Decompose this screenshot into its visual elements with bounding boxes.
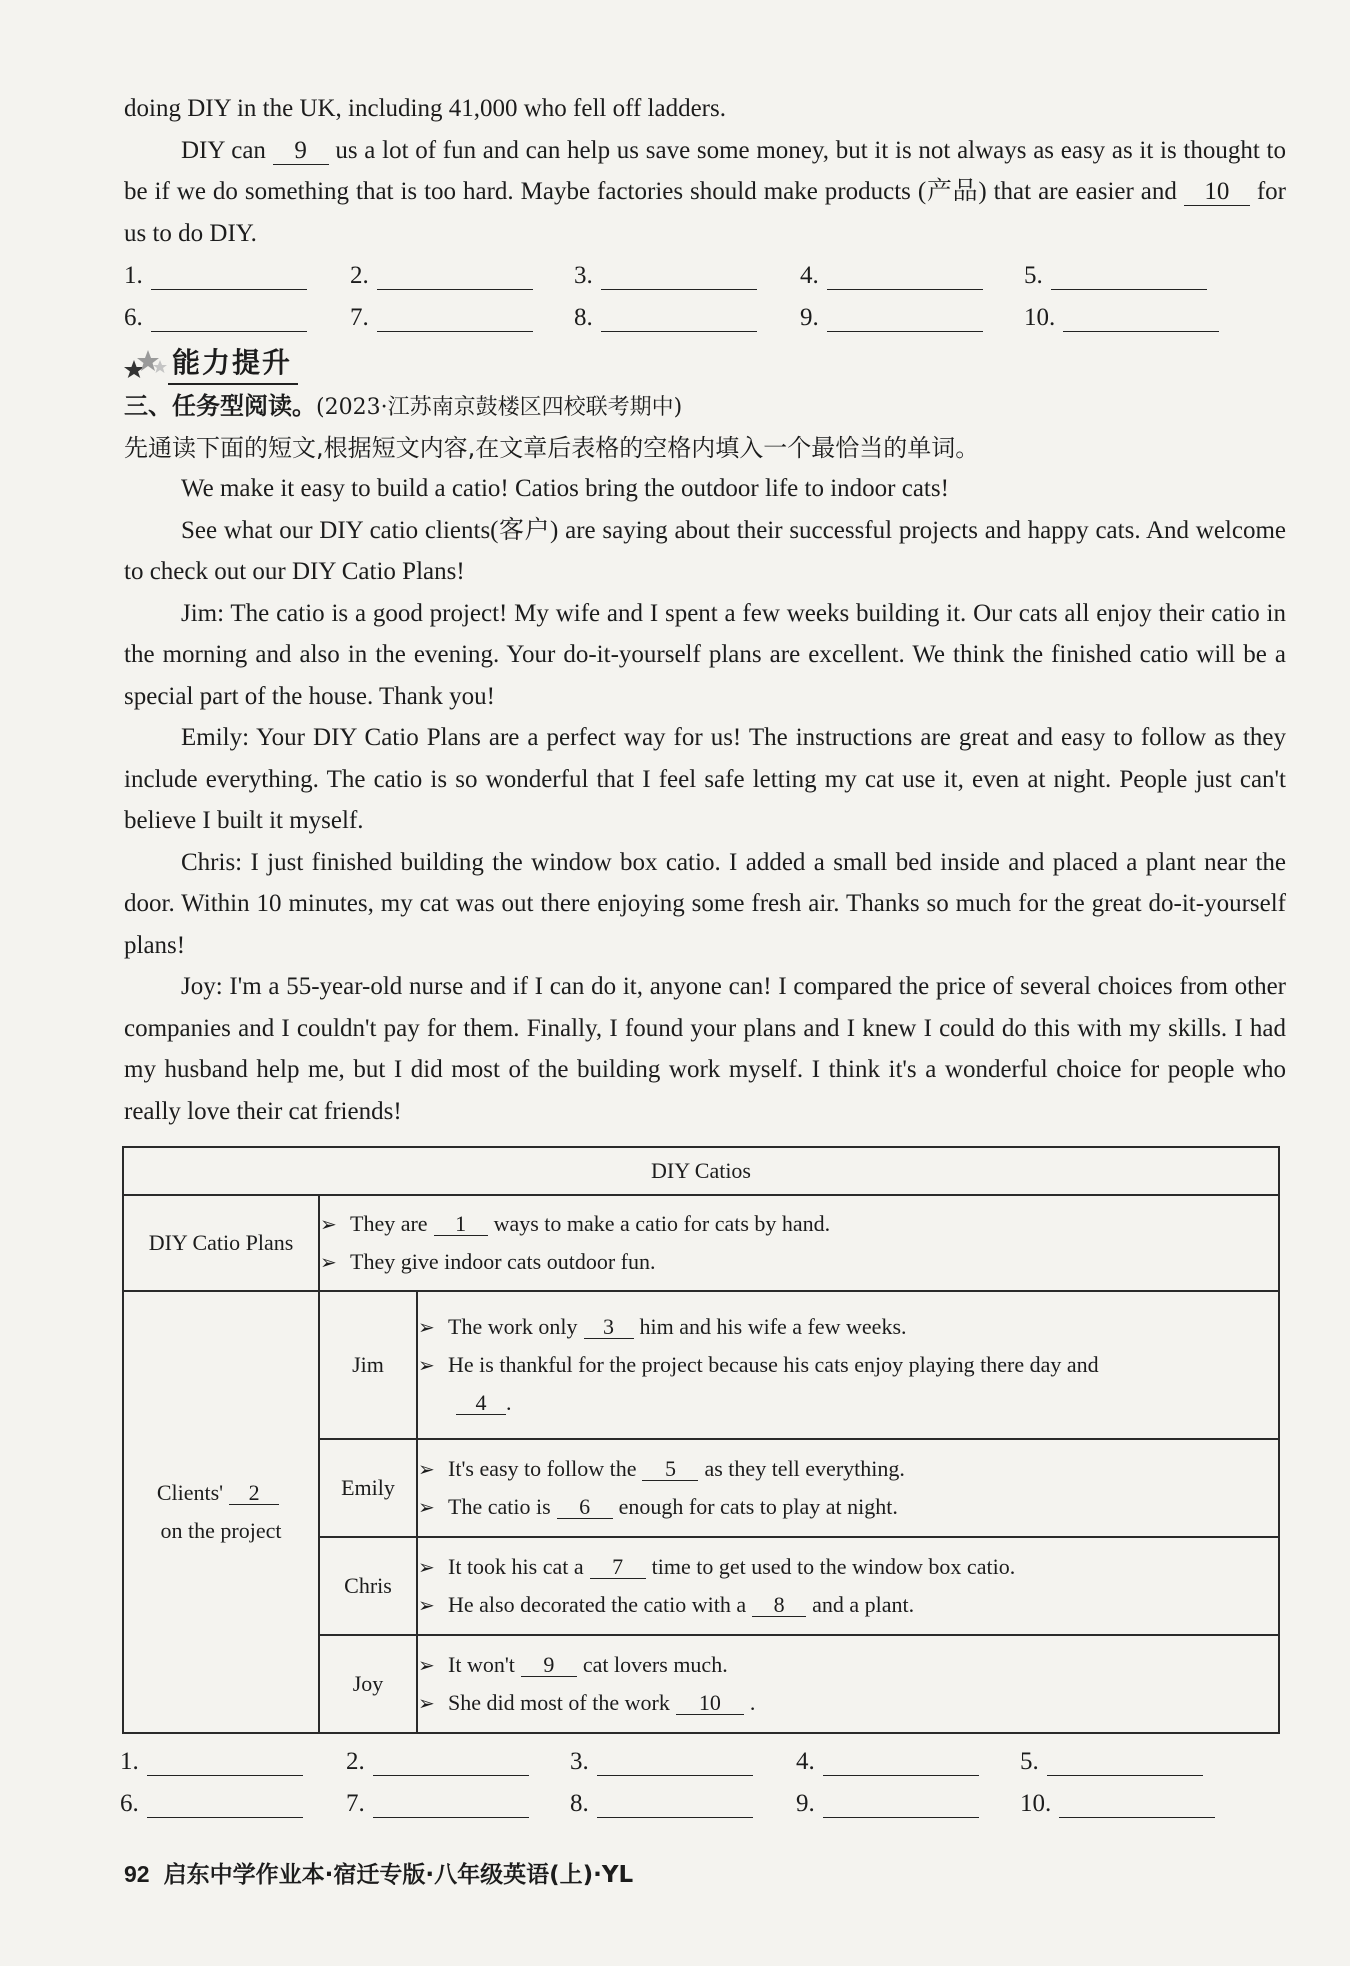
answer-5[interactable]: 5. [1020, 1742, 1203, 1776]
section-title: 能力提升 [168, 341, 298, 385]
passage-paragraph: Joy: I'm a 55-year-old nurse and if I can do it, anyone can! I compared the price of several choices from other companies and I couldn't pay for them. Finally, I found your plans and I knew I could do this with my skills. I had my husband help me, but I did most of the building work myself. I think it's a wonderful choice for people who really love their cat friends! [124, 973, 1286, 1125]
answer-6[interactable]: 6. [124, 298, 307, 332]
answer-1[interactable]: 1. [120, 1742, 303, 1776]
answer-10[interactable]: 10. [1020, 1784, 1215, 1818]
blank-10: 10 [1184, 179, 1250, 206]
table-blank-1: 1 [434, 1213, 488, 1236]
blank-9: 9 [273, 138, 329, 165]
table-blank-2: 2 [229, 1482, 279, 1505]
answer-1[interactable]: 1. [124, 256, 307, 290]
clients-label: Clients' 2 on the project [123, 1291, 319, 1733]
task-source: (2023·江苏南京鼓楼区四校联考期中) [316, 395, 683, 420]
table-blank-7: 7 [590, 1556, 646, 1579]
table-blank-10: 10 [676, 1692, 744, 1715]
passage-line: doing DIY in the UK, including 41,000 who fell off ladders. [124, 95, 726, 122]
footer-text: 启东中学作业本·宿迁专版·八年级英语(上)·YL [163, 1862, 634, 1888]
task-table [122, 1146, 1280, 1734]
client-emily: Emily [319, 1439, 417, 1537]
answer-9[interactable]: 9. [796, 1784, 979, 1818]
arrow-icon: ➢ [418, 1555, 435, 1579]
table-blank-5: 5 [642, 1458, 698, 1481]
joy-cell: ➢ It won't 9 cat lovers much. ➢ She did most of the work 10 . [417, 1635, 1279, 1733]
answer-8[interactable]: 8. [570, 1784, 753, 1818]
plans-cell: ➢ They are 1 ways to make a catio for cats by hand. ➢ They give indoor cats outdoor fun. [319, 1195, 1279, 1291]
answer-7[interactable]: 7. [350, 298, 533, 332]
client-chris: Chris [319, 1537, 417, 1635]
answer-8[interactable]: 8. [574, 298, 757, 332]
answer-5[interactable]: 5. [1024, 256, 1207, 290]
table-blank-8: 8 [752, 1594, 806, 1617]
arrow-icon: ➢ [418, 1315, 435, 1339]
main-content [124, 88, 1286, 1132]
arrow-icon: ➢ [418, 1653, 435, 1677]
star-icon [124, 348, 168, 378]
task-title: 三、任务型阅读。(2023·江苏南京鼓楼区四校联考期中) [124, 392, 683, 420]
answer-4[interactable]: 4. [796, 1742, 979, 1776]
answer-3[interactable]: 3. [570, 1742, 753, 1776]
answer-2[interactable]: 2. [350, 256, 533, 290]
answer-9[interactable]: 9. [800, 298, 983, 332]
passage-paragraph: We make it easy to build a catio! Catios bring the outdoor life to indoor cats! [181, 475, 949, 502]
passage-paragraph: Emily: Your DIY Catio Plans are a perfect way for us! The instructions are great and easy to follow as they include everything. The catio is so wonderful that I feel safe letting my cat use it, even at night. People just can't believe I built it myself. [124, 724, 1286, 834]
client-joy: Joy [319, 1635, 417, 1733]
chris-cell: ➢ It took his cat a 7 time to get used to the window box catio. ➢ He also decorated the catio with a 8 and a plant. [417, 1537, 1279, 1635]
section-header [124, 340, 1286, 386]
table-header: DIY Catios [123, 1147, 1279, 1195]
passage-paragraph: Chris: I just finished building the window box catio. I added a small bed inside and placed a plant near the door. Within 10 minutes, my cat was out there enjoying some fresh air. Thanks so much for the great do-it-yourself plans! [124, 848, 1286, 959]
passage-paragraph: See what our DIY catio clients(客户) are saying about their successful projects and happy cats. And welcome to check out our DIY Catio Plans! [124, 516, 1286, 585]
answer-6[interactable]: 6. [120, 1784, 303, 1818]
page-footer [124, 1856, 633, 1889]
answer-4[interactable]: 4. [800, 256, 983, 290]
page-number: 92 [124, 1861, 150, 1887]
plans-label: DIY Catio Plans [123, 1195, 319, 1291]
answer-7[interactable]: 7. [346, 1784, 529, 1818]
table-blank-6: 6 [557, 1496, 613, 1519]
arrow-icon: ➢ [320, 1212, 337, 1236]
answer-lines-top [124, 254, 1286, 336]
answer-10[interactable]: 10. [1024, 298, 1219, 332]
passage-paragraph: Jim: The catio is a good project! My wife and I spent a few weeks building it. Our cats all enjoy their catio in the morning and also in the evening. Your do-it-yourself plans are excellent. We think the finished catio will be a special part of the house. Thank you! [124, 599, 1286, 710]
passage-paragraph: DIY can 9 us a lot of fun and can help us save some money, but it is not always as easy as it is thought to be if we do something that is too hard. Maybe factories should make products (产品) that are easier and 10 for us to do DIY. [124, 136, 1286, 247]
emily-cell: ➢ It's easy to follow the 5 as they tell everything. ➢ The catio is 6 enough for cats to play at night. [417, 1439, 1279, 1537]
task-instruction: 先通读下面的短文,根据短文内容,在文章后表格的空格内填入一个最恰当的单词。 [124, 434, 980, 462]
arrow-icon: ➢ [418, 1691, 435, 1715]
arrow-icon: ➢ [418, 1353, 435, 1377]
arrow-icon: ➢ [418, 1593, 435, 1617]
client-jim: Jim [319, 1291, 417, 1439]
table-blank-3: 3 [584, 1316, 634, 1339]
table-blank-9: 9 [521, 1654, 577, 1677]
answer-2[interactable]: 2. [346, 1742, 529, 1776]
answer-lines-bottom [120, 1742, 1286, 1832]
jim-cell: ➢ The work only 3 him and his wife a few weeks. ➢ He is thankful for the project because his cats enjoy playing there day and 4 . [417, 1291, 1279, 1439]
arrow-icon: ➢ [418, 1457, 435, 1481]
answer-3[interactable]: 3. [574, 256, 757, 290]
arrow-icon: ➢ [418, 1495, 435, 1519]
arrow-icon: ➢ [320, 1250, 337, 1274]
table-blank-4: 4 [456, 1392, 506, 1415]
